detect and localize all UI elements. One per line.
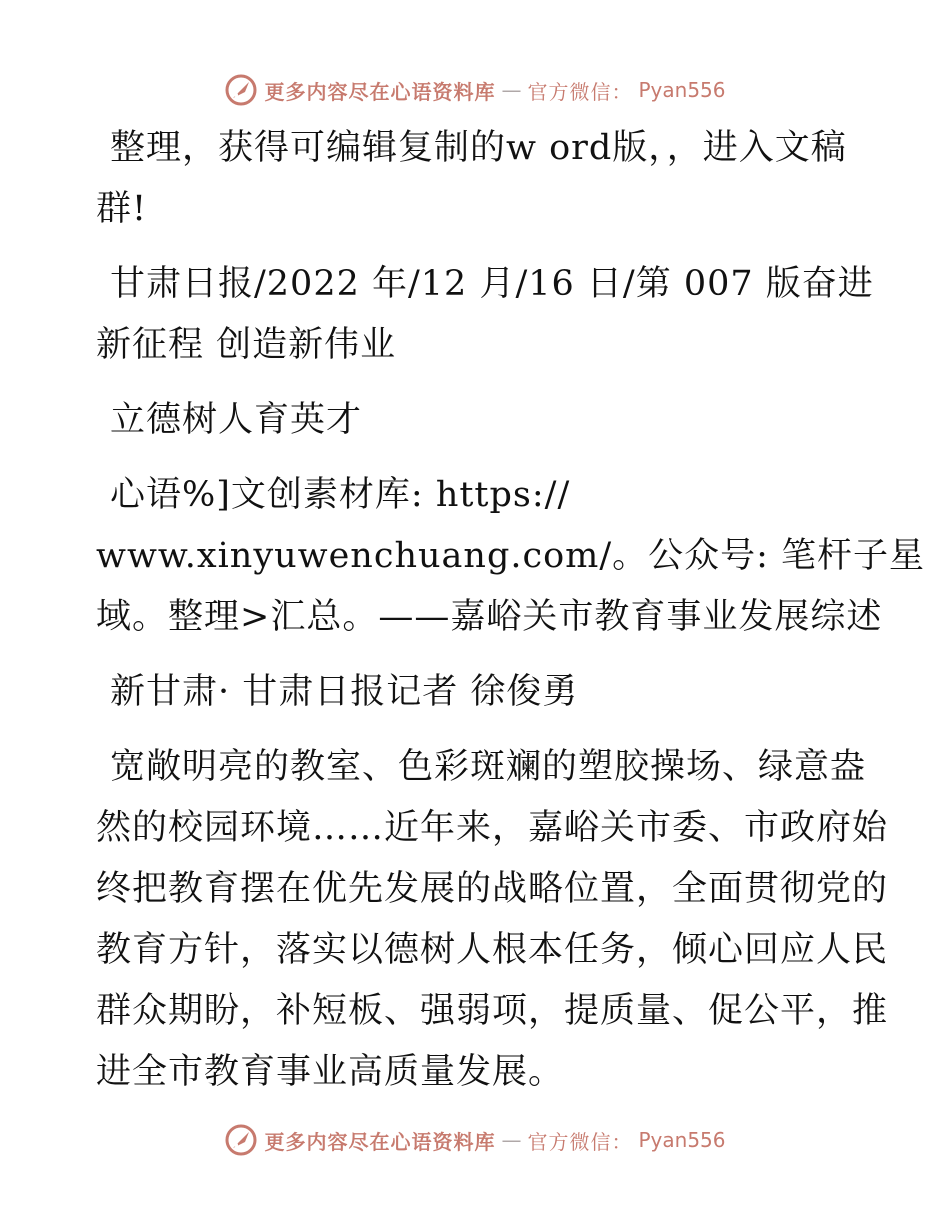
text-line: 然的校园环境……近年来，嘉峪关市委、市政府始 [96,808,889,848]
separator-dash: — [501,1128,522,1152]
paragraph [96,737,889,1103]
wechat-label: 官方微信： [527,79,633,104]
separator-dash: — [501,78,522,102]
text-line: 整理，获得可编辑复制的w ord版，，进入文稿 [110,128,847,168]
paragraph [96,662,856,723]
text-line: 新征程 创造新伟业 [96,325,397,365]
text-line: 群众期盼，补短板、强弱项，提质量、促公平，推 [96,991,889,1031]
text-line: 群! [96,189,148,229]
text-line: 心语%]文创素材库: https:// [110,475,571,515]
promo-text: 更多内容尽在心语资料库 [264,1129,496,1154]
paragraph [96,254,874,376]
wechat-id: Pyan556 [638,1128,726,1152]
paragraph [96,118,856,240]
header-banner [0,70,950,110]
text-line: 域。整理>汇总。——嘉峪关市教育事业发展综述 [96,597,883,637]
quill-logo-icon [224,1123,258,1157]
text-line: 立德树人育英才 [110,400,363,440]
wechat-label: 官方微信： [527,1129,633,1154]
paragraph [96,390,856,451]
document-body [96,118,926,1117]
text-line: www.xinyuwenchuang.com/。公众号: 笔杆子星 [96,536,926,576]
text-line: 教育方针，落实以德树人根本任务，倾心回应人民 [96,930,889,970]
text-line: 宽敞明亮的教室、色彩斑斓的塑胶操场、绿意盎 [110,747,867,787]
paragraph [96,465,926,648]
quill-logo-icon [224,73,258,107]
text-line: 新甘肃· 甘肃日报记者 徐俊勇 [110,672,579,712]
promo-text: 更多内容尽在心语资料库 [264,79,496,104]
footer-banner [0,1120,950,1160]
wechat-id: Pyan556 [638,78,726,102]
text-line: 进全市教育事业高质量发展。 [96,1052,565,1092]
text-line: 甘肃日报/2022 年/12 月/16 日/第 007 版奋进 [110,264,874,304]
text-line: 终把教育摆在优先发展的战略位置，全面贯彻党的 [96,869,889,909]
